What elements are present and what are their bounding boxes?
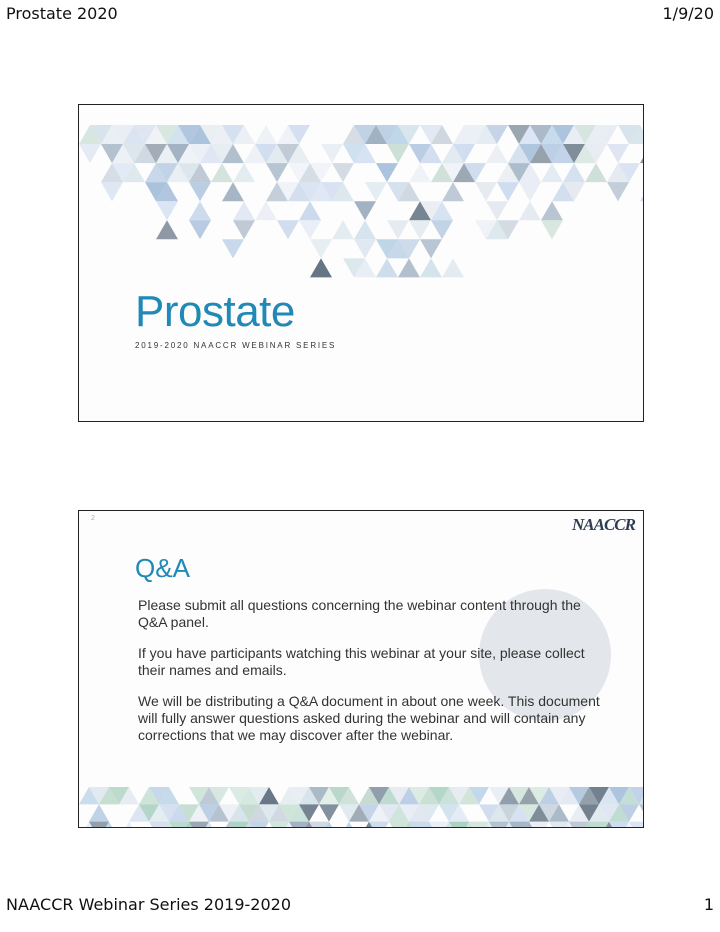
- slide-2: [78, 510, 644, 828]
- pattern-triangle: [640, 144, 643, 163]
- pattern-triangle: [101, 182, 123, 201]
- pattern-triangle: [269, 822, 289, 827]
- pattern-triangle: [409, 163, 431, 182]
- pattern-triangle: [420, 258, 442, 277]
- pattern-triangle: [277, 220, 299, 239]
- pattern-triangle: [89, 822, 109, 827]
- pattern-triangle: [509, 822, 529, 827]
- naaccr-logo-text: NAACCR: [572, 515, 635, 534]
- paragraph-submit-questions: Please submit all questions concerning the webinar content through the Q&A panel.: [138, 597, 581, 630]
- pattern-triangle: [339, 822, 359, 827]
- pattern-triangle: [639, 804, 643, 821]
- pattern-triangle: [429, 822, 449, 827]
- pattern-triangle: [319, 804, 339, 821]
- pattern-triangle: [189, 822, 209, 827]
- page-footer-series: NAACCR Webinar Series 2019-2020: [6, 895, 292, 914]
- slide-body: [138, 597, 600, 758]
- pattern-triangle: [449, 822, 469, 827]
- pattern-triangle: [255, 201, 277, 220]
- pattern-triangle: [398, 258, 420, 277]
- pattern-triangle: [169, 822, 189, 827]
- pattern-triangle: [589, 822, 609, 827]
- pattern-triangle: [607, 182, 629, 201]
- pattern-triangle: [442, 258, 464, 277]
- slide-title: Prostate: [135, 287, 295, 336]
- pattern-triangle: [549, 822, 569, 827]
- pattern-triangle: [233, 163, 255, 182]
- pattern-triangle: [365, 182, 387, 201]
- pattern-triangle: [222, 239, 244, 258]
- pattern-triangle: [409, 220, 431, 239]
- page-footer-page-number: 1: [703, 895, 714, 914]
- pattern-triangle: [541, 220, 563, 239]
- pattern-triangle: [541, 201, 563, 220]
- pattern-triangle: [354, 201, 376, 220]
- pattern-triangle: [541, 163, 563, 182]
- pattern-triangle: [376, 258, 398, 277]
- pattern-triangle: [609, 822, 629, 827]
- pattern-triangle: [563, 163, 585, 182]
- pattern-triangle: [389, 822, 409, 827]
- slide-title: Q&A: [135, 553, 190, 583]
- pattern-triangle: [289, 822, 309, 827]
- pattern-triangle: [420, 239, 442, 258]
- pattern-triangle: [486, 144, 508, 163]
- pattern-triangle: [489, 822, 509, 827]
- pattern-triangle: [299, 220, 321, 239]
- pattern-triangle: [469, 822, 489, 827]
- page-header-title: Prostate 2020: [6, 4, 118, 23]
- pattern-triangle: [149, 822, 169, 827]
- page-header-date: 1/9/20: [662, 4, 714, 23]
- pattern-triangle: [640, 182, 643, 201]
- pattern-triangle: [299, 201, 321, 220]
- pattern-triangle: [431, 220, 453, 239]
- pattern-triangle: [387, 220, 409, 239]
- pattern-triangle: [233, 220, 255, 239]
- pattern-triangle: [310, 258, 332, 277]
- paragraph-qa-document: We will be distributing a Q&A document in about one week. This document will fully answer questions asked during the webinar and will contain any corrections that we may discover after the webinar.: [138, 693, 600, 743]
- pattern-triangle: [409, 822, 429, 827]
- pattern-triangle: [321, 144, 343, 163]
- pattern-triangle: [332, 163, 354, 182]
- pattern-triangle: [354, 239, 376, 258]
- pattern-triangle: [255, 125, 277, 144]
- pattern-triangle: [249, 822, 269, 827]
- pattern-triangle: [233, 201, 255, 220]
- pattern-triangle: [475, 182, 497, 201]
- pattern-triangle: [607, 144, 629, 163]
- pattern-triangle: [310, 239, 332, 258]
- slide-subtitle: 2019-2020 NAACCR WEBINAR SERIES: [135, 341, 337, 350]
- pattern-triangle: [89, 804, 109, 821]
- pattern-triangle: [519, 182, 541, 201]
- pattern-triangle: [569, 822, 589, 827]
- triangle-pattern-banner: [79, 125, 643, 285]
- pattern-triangle: [189, 220, 211, 239]
- pattern-triangle: [119, 822, 139, 827]
- pattern-triangle: [79, 144, 101, 163]
- pattern-triangle: [387, 144, 409, 163]
- pattern-triangle: [497, 182, 519, 201]
- pattern-triangle: [585, 163, 607, 182]
- pattern-triangle: [486, 201, 508, 220]
- pattern-triangle: [156, 220, 178, 239]
- pattern-triangle: [229, 822, 249, 827]
- pattern-triangle: [156, 201, 178, 220]
- pattern-triangle: [222, 182, 244, 201]
- slide-number: 2: [91, 515, 95, 522]
- slide-1: [78, 104, 644, 422]
- pattern-triangle: [309, 822, 329, 827]
- pattern-triangle: [442, 182, 464, 201]
- pattern-triangle: [354, 220, 376, 239]
- pattern-triangle: [189, 182, 211, 201]
- pattern-triangle: [369, 822, 389, 827]
- pattern-triangle: [266, 163, 288, 182]
- pattern-triangle: [332, 220, 354, 239]
- naaccr-logo: [572, 515, 635, 535]
- pattern-triangle: [529, 822, 549, 827]
- triangle-pattern-footer: [79, 787, 643, 827]
- pattern-triangle: [189, 201, 211, 220]
- pattern-triangle: [211, 163, 233, 182]
- paragraph-participants: If you have participants watching this webinar at your site, please collect their names and emails.: [138, 645, 585, 678]
- pattern-triangle: [376, 163, 398, 182]
- pattern-triangle: [519, 201, 541, 220]
